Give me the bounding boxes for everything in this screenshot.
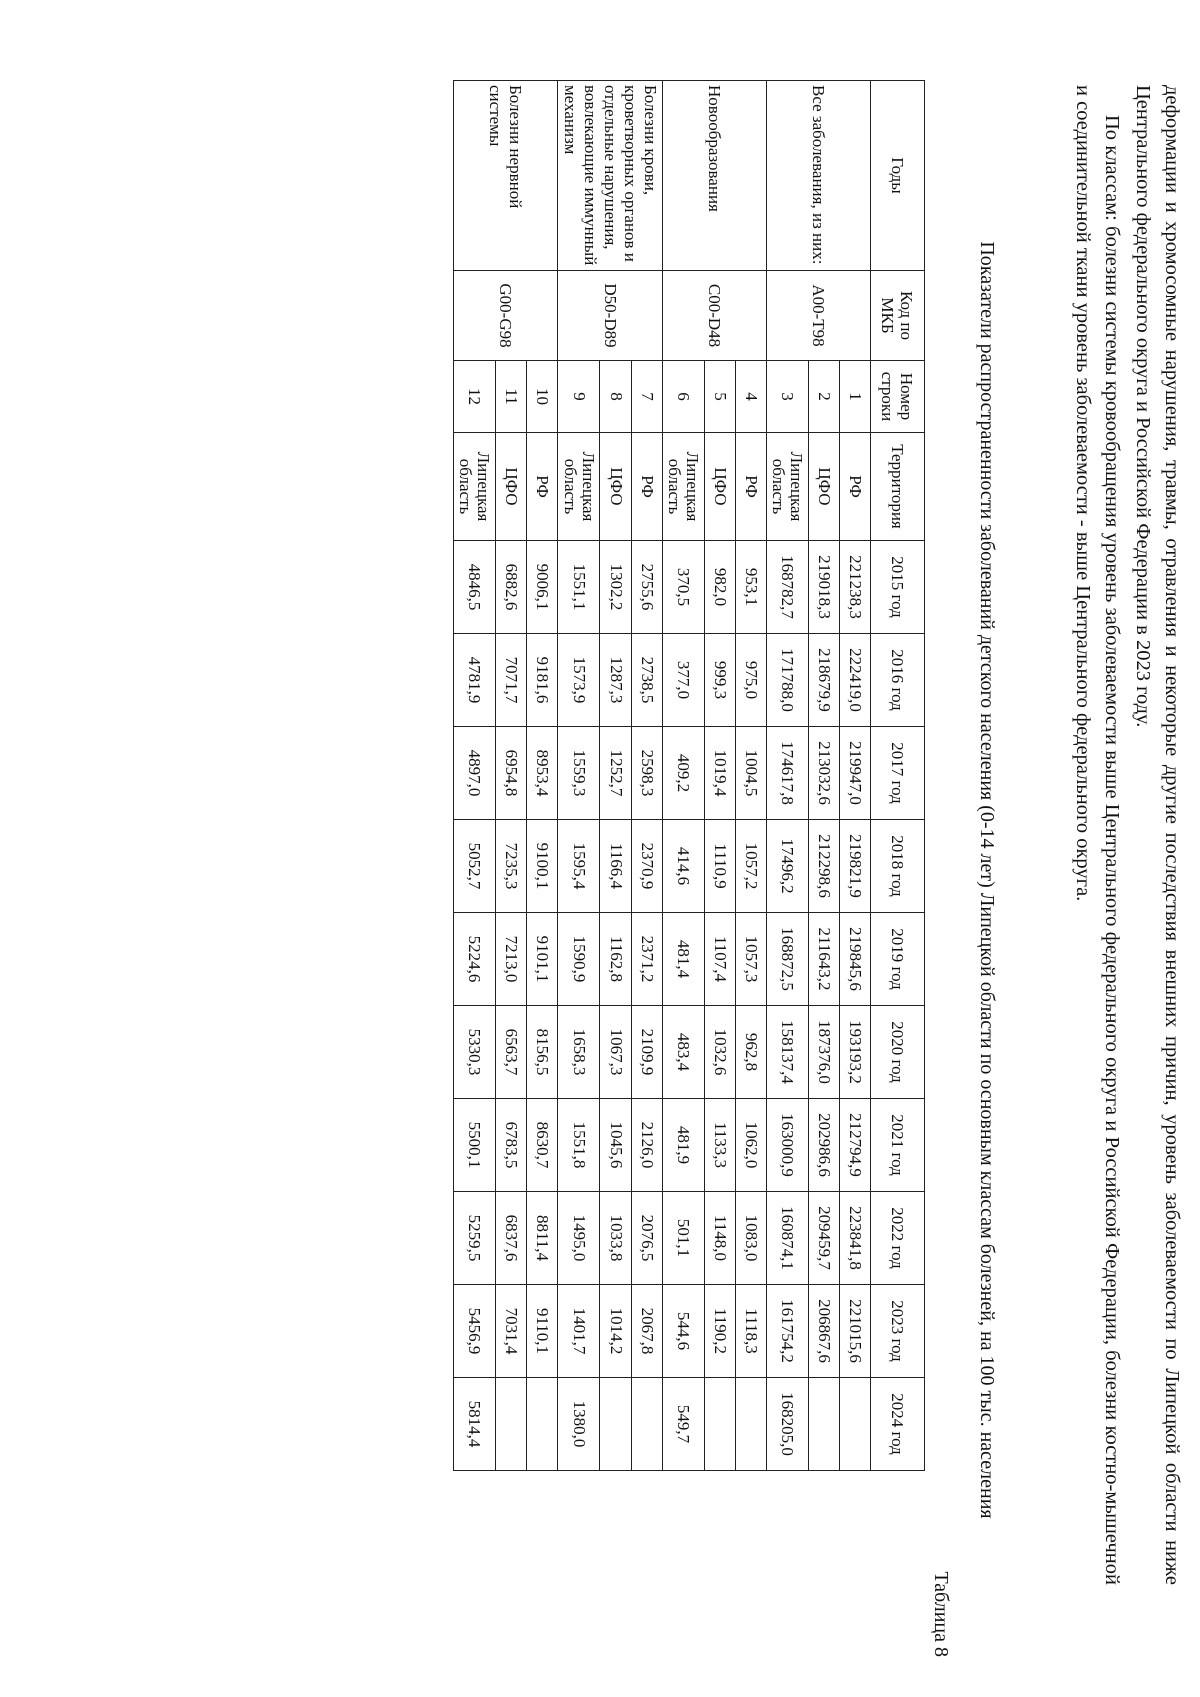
table-container	[453, 80, 925, 1471]
header-2024: 2024 год	[871, 1378, 925, 1471]
value-cell: 218679,9	[809, 634, 840, 727]
value-cell: 2109,9	[631, 1006, 662, 1099]
header-2018: 2018 год	[871, 820, 925, 913]
value-cell: 1045,6	[600, 1099, 631, 1192]
value-cell: 1004,5	[736, 727, 767, 820]
value-cell: 962,8	[736, 1006, 767, 1099]
row-number: 11	[496, 361, 527, 433]
value-cell: 212794,9	[840, 1099, 871, 1192]
group-name: Новообразования	[663, 81, 767, 271]
value-cell: 6783,5	[496, 1099, 527, 1192]
value-cell: 209459,7	[809, 1192, 840, 1285]
value-cell: 1252,7	[600, 727, 631, 820]
row-number: 6	[663, 361, 705, 433]
value-cell: 8811,4	[527, 1192, 558, 1285]
value-cell: 161754,2	[767, 1285, 809, 1378]
value-cell: 409,2	[663, 727, 705, 820]
row-number: 3	[767, 361, 809, 433]
value-cell: 4897,0	[454, 727, 496, 820]
territory-cell: РФ	[736, 433, 767, 541]
value-cell: 5814,4	[454, 1378, 496, 1471]
value-cell: 1032,6	[705, 1006, 736, 1099]
value-cell: 2370,9	[631, 820, 662, 913]
territory-cell: ЦФО	[809, 433, 840, 541]
value-cell: 1162,8	[600, 913, 631, 1006]
row-number: 10	[527, 361, 558, 433]
header-2019: 2019 год	[871, 913, 925, 1006]
value-cell: 1110,9	[705, 820, 736, 913]
territory-cell: ЦФО	[600, 433, 631, 541]
table-row	[736, 81, 767, 1471]
value-cell: 1380,0	[558, 1378, 600, 1471]
value-cell: 999,3	[705, 634, 736, 727]
value-cell: 1067,3	[600, 1006, 631, 1099]
value-cell: 17496,2	[767, 820, 809, 913]
value-cell: 1658,3	[558, 1006, 600, 1099]
value-cell: 1033,8	[600, 1192, 631, 1285]
header-2016: 2016 год	[871, 634, 925, 727]
value-cell: 414,6	[663, 820, 705, 913]
value-cell: 219018,3	[809, 541, 840, 634]
value-cell: 5259,5	[454, 1192, 496, 1285]
value-cell: 9100,1	[527, 820, 558, 913]
value-cell: 6563,7	[496, 1006, 527, 1099]
value-cell: 158137,4	[767, 1006, 809, 1099]
value-cell: 1166,4	[600, 820, 631, 913]
value-cell: 1590,9	[558, 913, 600, 1006]
value-cell: 2067,8	[631, 1285, 662, 1378]
value-cell: 219947,0	[840, 727, 871, 820]
value-cell: 1057,3	[736, 913, 767, 1006]
value-cell: 549,7	[663, 1378, 705, 1471]
value-cell: 1573,9	[558, 634, 600, 727]
value-cell	[809, 1378, 840, 1471]
group-name: Болезни крови, кроветворных органов и отдельные нарушения, вовлекающие иммунный механизм	[558, 81, 663, 271]
morbidity-table	[453, 80, 925, 1471]
territory-cell: ЦФО	[496, 433, 527, 541]
icd-code: A00-T98	[767, 271, 871, 361]
group-name: Все заболевания, из них:	[767, 81, 871, 271]
value-cell: 5500,1	[454, 1099, 496, 1192]
territory-cell: Липецкая область	[767, 433, 809, 541]
value-cell: 1495,0	[558, 1192, 600, 1285]
value-cell: 1148,0	[705, 1192, 736, 1285]
paragraph-classes: По классам: болезни системы кровообращения уровень заболеваемости выше Центрального федерального округа и Российской Федерации, болезни костно-мышечной и соединительной ткани уровень заболеваемости - выше Центрального федерального округа.	[1072, 85, 1123, 1585]
paragraph-continuation: деформации и хромосомные нарушения, травмы, отравления и некоторые другие последствия внешних причин, уровень заболеваемости по Липецкой области ниже Центрального федерального округа и Российской Федерации в 2023 году.	[1132, 85, 1183, 1585]
value-cell: 9181,6	[527, 634, 558, 727]
value-cell: 163000,9	[767, 1099, 809, 1192]
value-cell: 483,4	[663, 1006, 705, 1099]
icd-code: D50-D89	[558, 271, 663, 361]
territory-cell: ЦФО	[705, 433, 736, 541]
table-label: Таблица 8	[930, 1571, 952, 1657]
value-cell: 5052,7	[454, 820, 496, 913]
table-caption: Показатели распространенности заболеваний детского населения (0-14 лет) Липецкой области по основным классам болезней, на 100 тыс. населения	[976, 241, 998, 1519]
value-cell: 6954,8	[496, 727, 527, 820]
value-cell: 1559,3	[558, 727, 600, 820]
value-cell: 2076,5	[631, 1192, 662, 1285]
value-cell: 5330,3	[454, 1006, 496, 1099]
value-cell: 481,4	[663, 913, 705, 1006]
value-cell: 1118,3	[736, 1285, 767, 1378]
value-cell	[631, 1378, 662, 1471]
value-cell: 213032,6	[809, 727, 840, 820]
value-cell: 8630,7	[527, 1099, 558, 1192]
value-cell: 501,1	[663, 1192, 705, 1285]
value-cell: 9110,1	[527, 1285, 558, 1378]
value-cell: 9101,1	[527, 913, 558, 1006]
value-cell: 4781,9	[454, 634, 496, 727]
value-cell: 223841,8	[840, 1192, 871, 1285]
header-2022: 2022 год	[871, 1192, 925, 1285]
header-years: Годы	[871, 81, 925, 271]
value-cell: 221238,3	[840, 541, 871, 634]
value-cell: 202986,6	[809, 1099, 840, 1192]
value-cell: 8953,4	[527, 727, 558, 820]
value-cell: 4846,5	[454, 541, 496, 634]
value-cell: 975,0	[736, 634, 767, 727]
header-territory: Территория	[871, 433, 925, 541]
header-2017: 2017 год	[871, 727, 925, 820]
value-cell: 1401,7	[558, 1285, 600, 1378]
value-cell: 7213,0	[496, 913, 527, 1006]
territory-cell: РФ	[840, 433, 871, 541]
value-cell: 212298,6	[809, 820, 840, 913]
value-cell: 2598,3	[631, 727, 662, 820]
value-cell: 7031,4	[496, 1285, 527, 1378]
value-cell: 1190,2	[705, 1285, 736, 1378]
group-name: Болезни нервной системы	[454, 81, 558, 271]
value-cell: 1062,0	[736, 1099, 767, 1192]
territory-cell: Липецкая область	[663, 433, 705, 541]
row-number: 7	[631, 361, 662, 433]
value-cell: 219821,9	[840, 820, 871, 913]
value-cell	[840, 1378, 871, 1471]
header-2021: 2021 год	[871, 1099, 925, 1192]
header-2020: 2020 год	[871, 1006, 925, 1099]
value-cell: 1014,2	[600, 1285, 631, 1378]
value-cell: 187376,0	[809, 1006, 840, 1099]
row-number: 8	[600, 361, 631, 433]
value-cell: 168872,5	[767, 913, 809, 1006]
value-cell: 1595,4	[558, 820, 600, 913]
header-code: Код по МКБ	[871, 271, 925, 361]
territory-cell: РФ	[527, 433, 558, 541]
value-cell: 1287,3	[600, 634, 631, 727]
row-number: 12	[454, 361, 496, 433]
value-cell	[736, 1378, 767, 1471]
value-cell: 5456,9	[454, 1285, 496, 1378]
value-cell	[527, 1378, 558, 1471]
value-cell: 7235,3	[496, 820, 527, 913]
value-cell: 1133,3	[705, 1099, 736, 1192]
value-cell	[600, 1378, 631, 1471]
value-cell	[496, 1378, 527, 1471]
row-number: 5	[705, 361, 736, 433]
table-row	[527, 81, 558, 1471]
value-cell: 9006,1	[527, 541, 558, 634]
value-cell: 2755,6	[631, 541, 662, 634]
value-cell: 1019,4	[705, 727, 736, 820]
row-number: 2	[809, 361, 840, 433]
value-cell: 1083,0	[736, 1192, 767, 1285]
value-cell: 222419,0	[840, 634, 871, 727]
value-cell: 2126,0	[631, 1099, 662, 1192]
header-row	[871, 81, 925, 1471]
value-cell: 982,0	[705, 541, 736, 634]
value-cell: 206867,6	[809, 1285, 840, 1378]
value-cell: 8156,5	[527, 1006, 558, 1099]
value-cell: 5224,6	[454, 913, 496, 1006]
value-cell: 193193,2	[840, 1006, 871, 1099]
table-row	[631, 81, 662, 1471]
value-cell: 211643,2	[809, 913, 840, 1006]
value-cell: 6882,6	[496, 541, 527, 634]
row-number: 9	[558, 361, 600, 433]
row-number: 1	[840, 361, 871, 433]
territory-cell: РФ	[631, 433, 662, 541]
value-cell: 171788,0	[767, 634, 809, 727]
icd-code: C00-D48	[663, 271, 767, 361]
value-cell: 160874,1	[767, 1192, 809, 1285]
territory-cell: Липецкая область	[454, 433, 496, 541]
value-cell: 370,5	[663, 541, 705, 634]
value-cell: 168782,7	[767, 541, 809, 634]
value-cell: 2738,5	[631, 634, 662, 727]
value-cell: 377,0	[663, 634, 705, 727]
header-2015: 2015 год	[871, 541, 925, 634]
value-cell: 481,9	[663, 1099, 705, 1192]
value-cell: 174617,8	[767, 727, 809, 820]
value-cell: 1057,2	[736, 820, 767, 913]
table-row	[840, 81, 871, 1471]
value-cell: 1302,2	[600, 541, 631, 634]
value-cell: 7071,7	[496, 634, 527, 727]
value-cell: 221015,6	[840, 1285, 871, 1378]
value-cell: 1551,8	[558, 1099, 600, 1192]
value-cell: 219845,6	[840, 913, 871, 1006]
value-cell	[705, 1378, 736, 1471]
value-cell: 953,1	[736, 541, 767, 634]
value-cell: 1551,1	[558, 541, 600, 634]
value-cell: 2371,2	[631, 913, 662, 1006]
value-cell: 168205,0	[767, 1378, 809, 1471]
value-cell: 6837,6	[496, 1192, 527, 1285]
value-cell: 544,6	[663, 1285, 705, 1378]
header-2023: 2023 год	[871, 1285, 925, 1378]
header-row-number: Номер строки	[871, 361, 925, 433]
row-number: 4	[736, 361, 767, 433]
value-cell: 1107,4	[705, 913, 736, 1006]
icd-code: G00-G98	[454, 271, 558, 361]
territory-cell: Липецкая область	[558, 433, 600, 541]
